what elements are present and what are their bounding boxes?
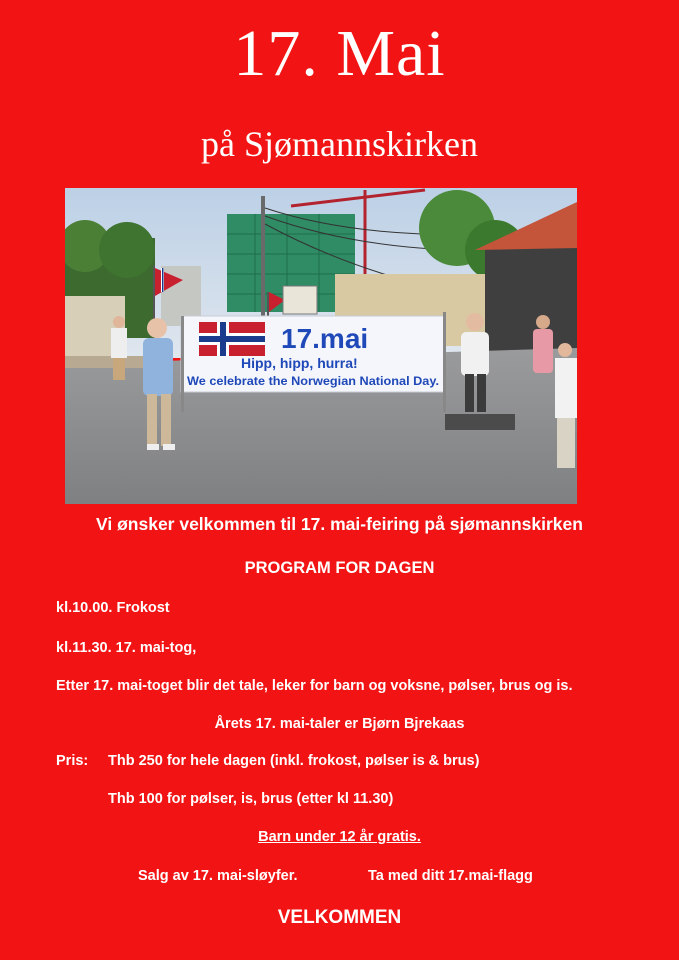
after-parade-text: Etter 17. mai-toget blir det tale, leker for barn og voksne, pølser, brus og is. [56, 678, 573, 694]
closing-text: VELKOMMEN [277, 907, 402, 928]
price-afternoon: Thb 100 for pølser, is, brus (etter kl 11.30) [108, 791, 394, 807]
parade-photo [65, 188, 577, 504]
program-heading: PROGRAM FOR DAGEN [244, 559, 435, 577]
speaker-text: Årets 17. mai-taler er Bjørn Bjrekaas [214, 716, 465, 732]
bring-flag-text: Ta med ditt 17.mai-flagg [368, 868, 533, 884]
banner-line-2: Hipp, hipp, hurra! [241, 355, 358, 371]
banner-title: 17.mai [281, 323, 369, 354]
welcome-text: Vi ønsker velkommen til 17. mai-feiring på sjømannskirken [96, 514, 583, 534]
schedule-breakfast: kl.10.00. Frokost [56, 600, 170, 616]
price-full-day: Thb 250 for hele dagen (inkl. frokost, pølser is & brus) [108, 753, 480, 769]
ribbon-sale-text: Salg av 17. mai-sløyfer. [138, 868, 298, 884]
schedule-parade: kl.11.30. 17. mai-tog, [56, 640, 197, 656]
poster-subtitle: på Sjømannskirken [201, 124, 478, 164]
poster-title: 17. Mai [233, 17, 446, 90]
banner-line-3: We celebrate the Norwegian National Day. [187, 376, 439, 388]
price-label: Pris: [56, 753, 89, 769]
children-free-text: Barn under 12 år gratis. [258, 829, 421, 845]
